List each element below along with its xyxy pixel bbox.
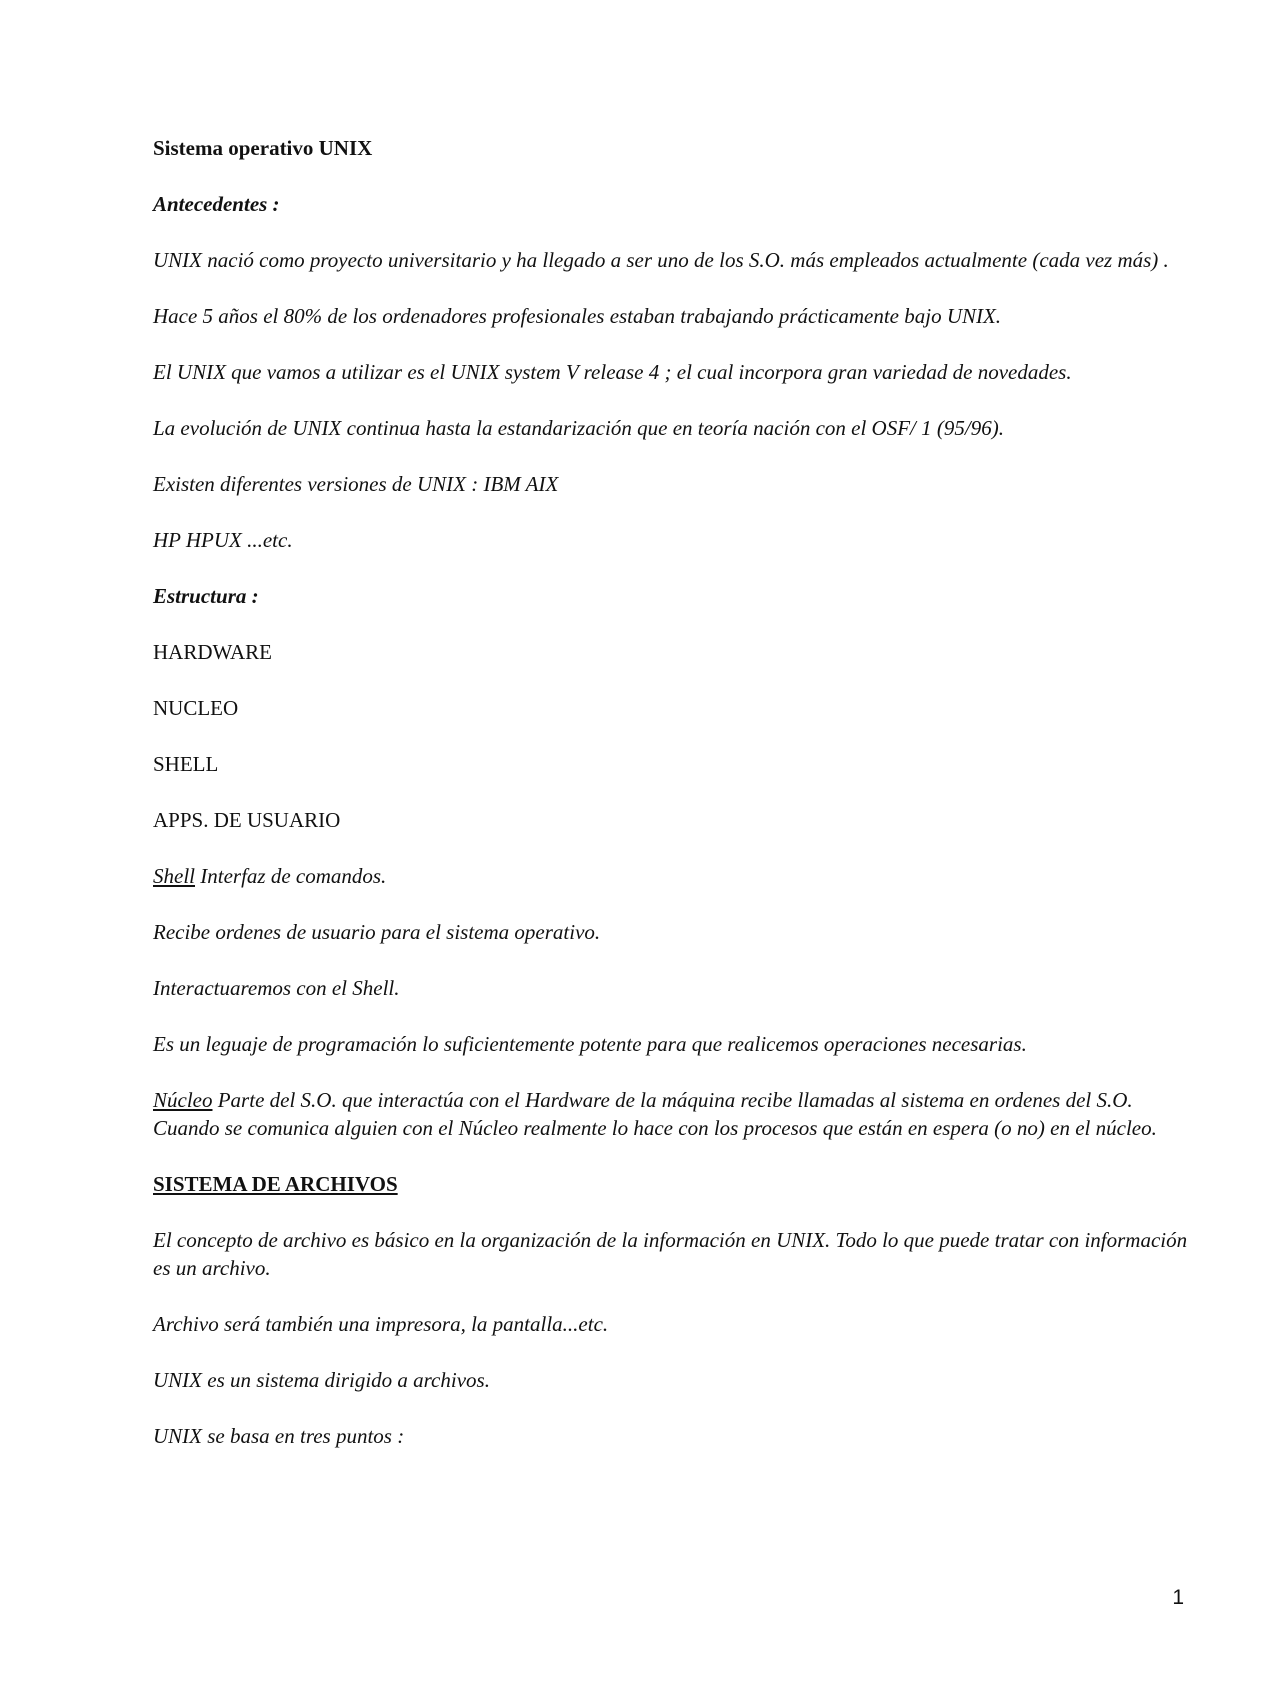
archivos-heading: SISTEMA DE ARCHIVOS (153, 1172, 398, 1196)
paragraph: HP HPUX ...etc. (153, 528, 293, 552)
paragraph: Existen diferentes versiones de UNIX : IBM AIX (153, 472, 559, 496)
antecedentes-heading: Antecedentes : (153, 192, 280, 216)
paragraph: El concepto de archivo es básico en la organización de la información en UNIX. Todo lo que puede tratar con información es un archivo. (153, 1228, 1188, 1280)
document-title: Sistema operativo UNIX (153, 136, 373, 160)
shell-definition-text: Interfaz de comandos. (195, 864, 387, 888)
paragraph: UNIX es un sistema dirigido a archivos. (153, 1368, 490, 1392)
paragraph: UNIX nació como proyecto universitario y ha llegado a ser uno de los S.O. más empleados actualmente (cada vez más) . (153, 248, 1169, 272)
paragraph: Interactuaremos con el Shell. (153, 976, 400, 1000)
paragraph: Recibe ordenes de usuario para el sistema operativo. (153, 920, 601, 944)
estructura-item: APPS. DE USUARIO (153, 808, 341, 832)
paragraph: Es un leguaje de programación lo suficientemente potente para que realicemos operaciones necesarias. (153, 1032, 1027, 1056)
paragraph: UNIX se basa en tres puntos : (153, 1424, 405, 1448)
nucleo-term: Núcleo (153, 1088, 213, 1112)
estructura-item: SHELL (153, 752, 219, 776)
paragraph: La evolución de UNIX continua hasta la estandarización que en teoría nación con el OSF/ 1 (95/96). (153, 416, 1004, 440)
estructura-item: NUCLEO (153, 696, 239, 720)
shell-definition (153, 862, 1193, 890)
paragraph: Archivo será también una impresora, la pantalla...etc. (153, 1312, 609, 1336)
document-body (153, 134, 1193, 1478)
paragraph: El UNIX que vamos a utilizar es el UNIX system V release 4 ; el cual incorpora gran variedad de novedades. (153, 360, 1072, 384)
shell-term: Shell (153, 864, 195, 888)
paragraph: Hace 5 años el 80% de los ordenadores profesionales estaban trabajando prácticamente bajo UNIX. (153, 304, 1002, 328)
page-number: 1 (1172, 1586, 1184, 1609)
nucleo-definition (153, 1086, 1193, 1142)
nucleo-definition-text: Parte del S.O. que interactúa con el Hardware de la máquina recibe llamadas al sistema en ordenes del S.O. Cuando se comunica alguien con el Núcleo realmente lo hace con los procesos que están en espera (o no) en el núcleo. (153, 1088, 1157, 1140)
estructura-item: HARDWARE (153, 640, 272, 664)
estructura-heading: Estructura : (153, 584, 259, 608)
